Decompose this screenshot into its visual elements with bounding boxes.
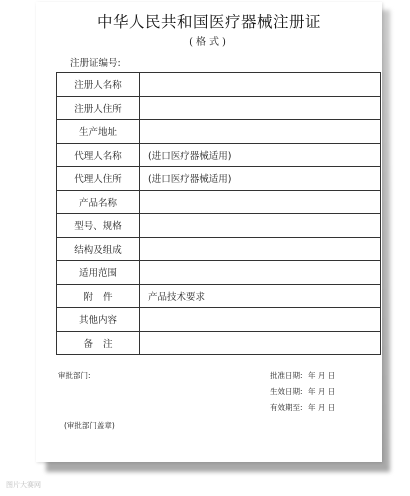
- table-row: [57, 143, 381, 167]
- expiry-date-value: 年 月 日: [308, 403, 336, 412]
- row-label: 备注: [57, 331, 140, 355]
- row-label: 附件: [57, 284, 140, 308]
- row-value: [140, 190, 381, 214]
- certificate-title: 中华人民共和国医疗器械注册证: [96, 13, 321, 31]
- certificate-subtitle: (格式): [189, 37, 229, 48]
- row-value: [140, 214, 381, 238]
- expiry-date-label: 有效期至:: [270, 403, 303, 412]
- row-value: [140, 237, 381, 261]
- certificate-page: [36, 2, 382, 462]
- approval-department-label: 审批部门:: [58, 371, 91, 380]
- row-label: 注册人住所: [57, 96, 140, 120]
- watermark: 图片大赛网: [6, 481, 41, 489]
- row-label: 代理人住所: [57, 167, 140, 191]
- table-row: [57, 237, 381, 261]
- effective-date-label: 生效日期:: [270, 387, 303, 396]
- table-row: [57, 331, 381, 355]
- table-row: [57, 120, 381, 144]
- approval-date-label: 批准日期:: [270, 371, 303, 380]
- row-label: 其他内容: [57, 308, 140, 332]
- row-label: 生产地址: [57, 120, 140, 144]
- row-value: [140, 96, 381, 120]
- table-row: [57, 190, 381, 214]
- row-value: 产品技术要求: [140, 284, 381, 308]
- row-value: [140, 73, 381, 97]
- row-value: (进口医疗器械适用): [140, 143, 381, 167]
- row-value: (进口医疗器械适用): [140, 167, 381, 191]
- table-row: [57, 308, 381, 332]
- table-row: [57, 167, 381, 191]
- row-label: 代理人名称: [57, 143, 140, 167]
- row-label: 产品名称: [57, 190, 140, 214]
- row-label: 结构及组成: [57, 237, 140, 261]
- approval-date-value: 年 月 日: [308, 371, 336, 380]
- seal-label: (审批部门盖章): [64, 421, 115, 430]
- row-value: [140, 261, 381, 285]
- row-label: 注册人名称: [57, 73, 140, 97]
- row-value: [140, 331, 381, 355]
- effective-date-value: 年 月 日: [308, 387, 336, 396]
- table-row: [57, 261, 381, 285]
- registration-table: [56, 72, 381, 355]
- row-value: [140, 120, 381, 144]
- row-value: [140, 308, 381, 332]
- table-row: [57, 96, 381, 120]
- table-row: [57, 73, 381, 97]
- registration-number-label: 注册证编号:: [70, 58, 121, 69]
- row-label: 适用范围: [57, 261, 140, 285]
- table-row: [57, 284, 381, 308]
- table-row: [57, 214, 381, 238]
- row-label: 型号、规格: [57, 214, 140, 238]
